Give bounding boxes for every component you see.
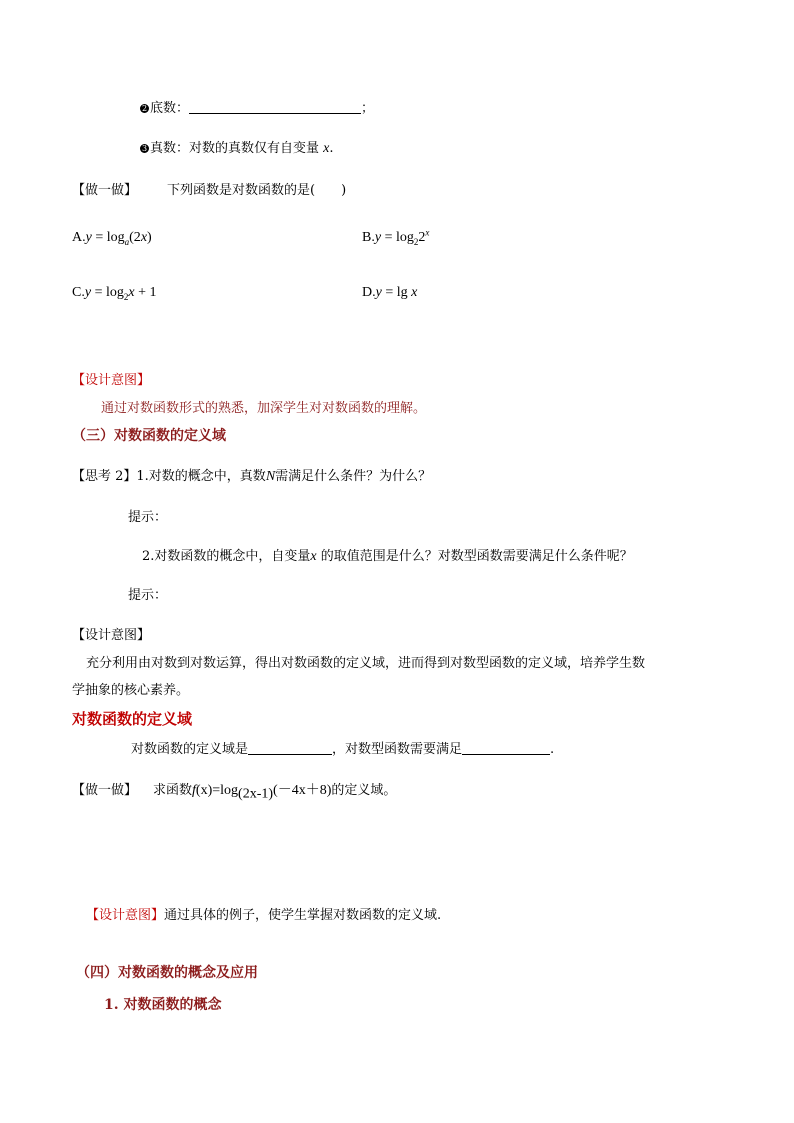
option-d-eq: = lg bbox=[381, 285, 412, 300]
item-antilog-var: x bbox=[323, 141, 330, 156]
design-intent-1-text: 通过对数函数形式的熟悉，加深学生对对数函数的理解。 bbox=[101, 401, 427, 416]
option-c bbox=[72, 286, 156, 300]
option-a-y: y bbox=[85, 230, 92, 245]
section-3-title: （三）对数函数的定义域 bbox=[72, 428, 226, 444]
item-base-end: ； bbox=[361, 101, 375, 116]
option-d-y: y bbox=[375, 285, 382, 300]
option-a-eq: = log bbox=[91, 230, 125, 245]
option-a-x: x bbox=[140, 230, 148, 245]
tryit-2-pre: 求函数 bbox=[153, 783, 193, 798]
tryit-2-eq: =log bbox=[212, 783, 239, 798]
think-2-hint-2: 提示： bbox=[128, 588, 168, 603]
circled-number-2: 2 bbox=[141, 104, 148, 113]
item-antilog-text: 真数：对数的真数仅有自变量 bbox=[150, 141, 320, 156]
option-b-eq: = log bbox=[381, 230, 414, 245]
design-intent-3-text: 通过具体的例子，使学生掌握对数函数的定义域. bbox=[164, 908, 442, 923]
option-c-x: x bbox=[128, 285, 135, 300]
think-2-tag: 【思考 2】 bbox=[72, 469, 137, 484]
option-b-label: B. bbox=[362, 230, 375, 245]
think-2-q2-pre: 2.对数函数的概念中，自变量 bbox=[142, 549, 311, 564]
tryit-2 bbox=[72, 783, 397, 802]
think-2-q2-var: x bbox=[310, 549, 317, 564]
option-b-sub: 2 bbox=[413, 236, 419, 247]
option-c-label: C. bbox=[72, 285, 85, 300]
option-b-y: y bbox=[374, 230, 382, 245]
option-d-label: D. bbox=[362, 285, 376, 300]
tryit-2-sub: (2x-1) bbox=[238, 786, 274, 802]
item-antilog bbox=[140, 142, 334, 156]
domain-heading: 对数函数的定义域 bbox=[72, 710, 193, 728]
section-4-title: （四）对数函数的概念及应用 bbox=[76, 965, 258, 981]
tryit-2-arg: (－4x＋8) bbox=[273, 783, 332, 798]
think-2-hint-1: 提示： bbox=[128, 510, 168, 525]
option-c-y: y bbox=[84, 285, 92, 300]
design-intent-1-tag: 【设计意图】 bbox=[72, 373, 151, 388]
domain-text-end: . bbox=[550, 742, 555, 757]
domain-text-part2: ，对数型函数需要满足 bbox=[332, 742, 463, 757]
think-2-q1-var: N bbox=[265, 469, 276, 484]
tryit-1-question: 下列函数是对数函数的是( ) bbox=[167, 183, 347, 198]
think-2-q1-pre: 1.对数的概念中，真数 bbox=[136, 469, 266, 484]
option-a-sub: a bbox=[124, 236, 130, 247]
design-intent-2-tag: 【设计意图】 bbox=[72, 628, 151, 643]
option-b bbox=[362, 227, 430, 247]
tryit-2-fx: (x) bbox=[195, 783, 213, 798]
design-intent-2-line1: 充分利用由对数到对数运算，得出对数函数的定义域，进而得到对数型函数的定义域，培养学生数 bbox=[86, 656, 646, 671]
option-d bbox=[362, 286, 417, 300]
option-a bbox=[72, 231, 152, 245]
tryit-1 bbox=[72, 184, 346, 197]
option-a-arg: (2 bbox=[129, 230, 141, 245]
domain-text-part1: 对数函数的定义域是 bbox=[131, 742, 249, 757]
tryit-2-post: 的定义域。 bbox=[331, 783, 397, 798]
tryit-2-tag: 【做一做】 bbox=[72, 783, 138, 798]
design-intent-2-line2: 学抽象的核心素养。 bbox=[72, 683, 190, 698]
think-2-q2 bbox=[142, 550, 633, 564]
domain-blank-1 bbox=[248, 742, 332, 755]
item-antilog-end: . bbox=[329, 141, 334, 156]
option-b-sup: x bbox=[425, 227, 430, 238]
option-c-sub: 2 bbox=[123, 291, 129, 302]
design-intent-3 bbox=[86, 909, 441, 922]
think-2-q1-post: 需满足什么条件？为什么？ bbox=[275, 469, 432, 484]
tryit-1-tag: 【做一做】 bbox=[72, 183, 138, 198]
design-intent-3-tag: 【设计意图】 bbox=[86, 908, 165, 923]
option-c-eq: = log bbox=[91, 285, 124, 300]
domain-text bbox=[131, 742, 554, 756]
option-b-base: 2 bbox=[418, 230, 426, 245]
subsection-1-title: 1. 对数函数的概念 bbox=[104, 997, 222, 1013]
think-2-q2-post: 的取值范围是什么？对数型函数需要满足什么条件呢？ bbox=[320, 549, 633, 564]
tryit-2-f: f bbox=[192, 783, 196, 798]
item-base bbox=[140, 101, 374, 115]
think-2-q1 bbox=[72, 470, 431, 484]
option-c-tail: + 1 bbox=[134, 285, 157, 300]
base-blank bbox=[189, 101, 361, 114]
option-a-label: A. bbox=[72, 230, 86, 245]
domain-blank-2 bbox=[462, 742, 550, 755]
item-base-label: 底数： bbox=[150, 101, 190, 116]
option-a-close: ) bbox=[147, 230, 152, 245]
circled-number-3: 3 bbox=[141, 144, 148, 153]
option-d-x: x bbox=[411, 285, 418, 300]
